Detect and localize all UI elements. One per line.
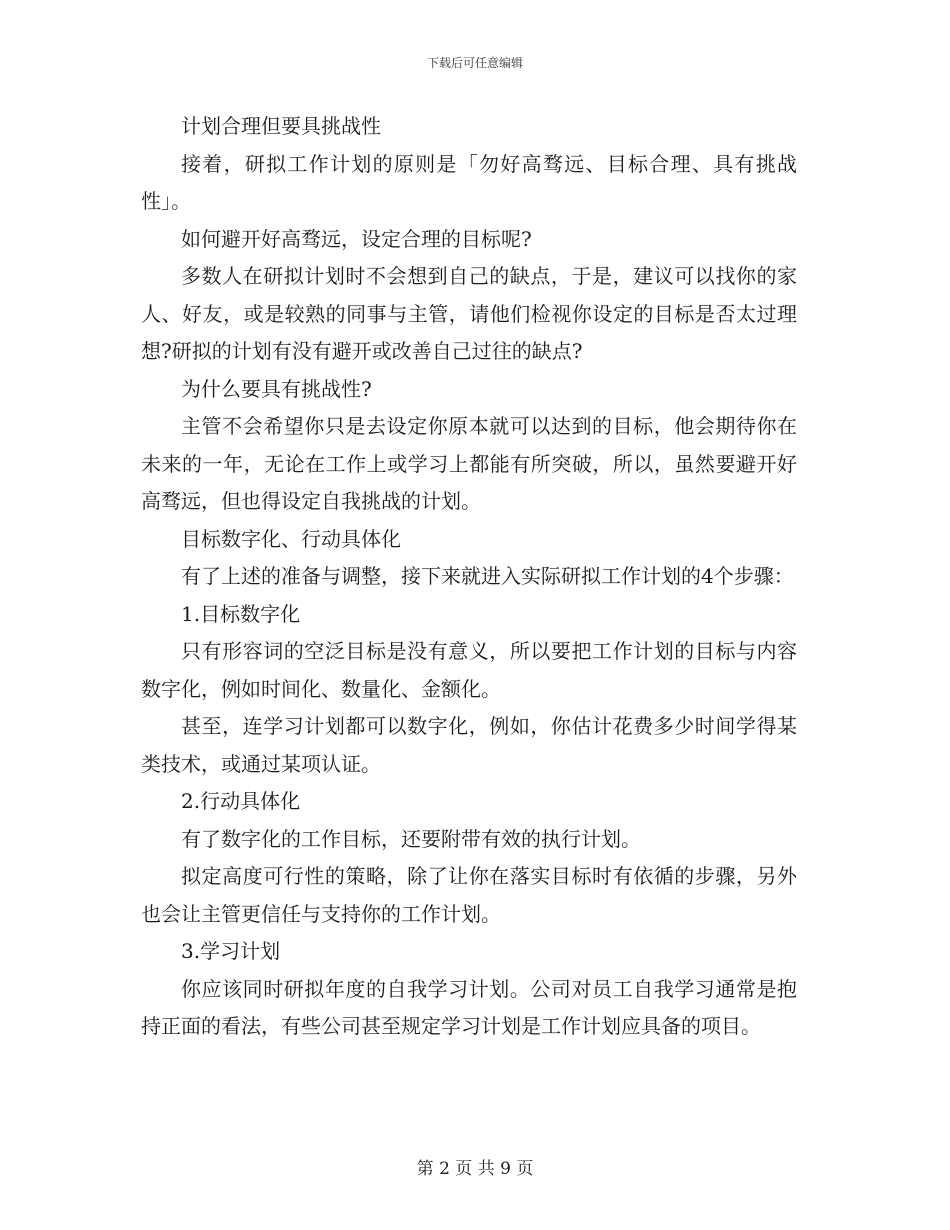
paragraph: 为什么要具有挑战性? (181, 376, 372, 401)
paragraph: 有了上述的准备与调整，接下来就进入实际研拟工作计划的4个步骤： (181, 564, 794, 588)
paragraph: 有了数字化的工作目标，还要附带有效的执行计划。 (181, 826, 641, 851)
paragraph: 甚至，连学习计划都可以数字化，例如，你估计花费多少时间学得某类技术，或通过某项认证。 (141, 714, 797, 776)
paragraph: 3.学习计划 (181, 939, 281, 963)
page-footer: 第 2 页 共 9 页 (416, 1159, 534, 1179)
paragraph: 拟定高度可行性的策略，除了让你在落实目标时有依循的步骤，另外也会让主管更信任与支持你的工作计划。 (141, 864, 797, 926)
paragraph: 多数人在研拟计划时不会想到自己的缺点，于是，建议可以找你的家人、好友，或是较熟的同事与主管，请他们检视你设定的目标是否太过理想?研拟的计划有没有避开或改善自己过往的缺点? (141, 264, 797, 363)
paragraph: 2.行动具体化 (181, 789, 301, 813)
paragraph: 你应该同时研拟年度的自我学习计划。公司对员工自我学习通常是抱持正面的看法，有些公司甚至规定学习计划是工作计划应具备的项目。 (141, 976, 797, 1038)
paragraph: 计划合理但要具挑战性 (181, 114, 381, 138)
page-header: 下载后可任意编辑 (426, 56, 523, 70)
paragraph: 目标数字化、行动具体化 (181, 526, 401, 551)
paragraph: 主管不会希望你只是去设定你原本就可以达到的目标，他会期待你在未来的一年，无论在工作上或学习上都能有所突破，所以，虽然要避开好高骛远，但也得设定自我挑战的计划。 (141, 414, 797, 513)
paragraph: 1.目标数字化 (181, 601, 301, 626)
paragraph: 只有形容词的空泛目标是没有意义，所以要把工作计划的目标与内容数字化，例如时间化、数量化、金额化。 (141, 639, 797, 701)
document-body (141, 108, 797, 1046)
paragraph: 接着，研拟工作计划的原则是「勿好高骛远、目标合理、具有挑战性」。 (141, 151, 797, 213)
paragraph: 如何避开好高骛远，设定合理的目标呢? (181, 226, 532, 251)
